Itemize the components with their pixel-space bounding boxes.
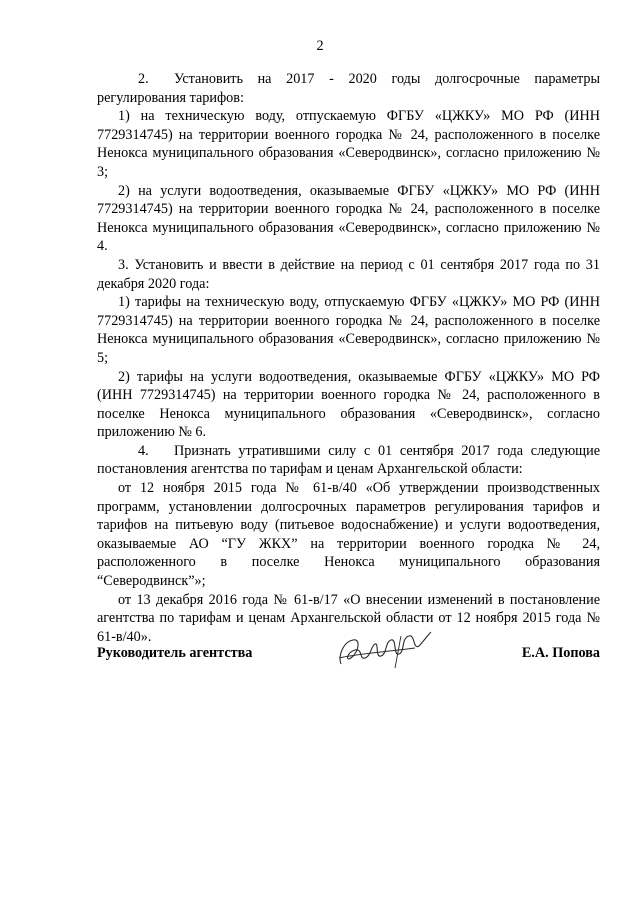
signatory-title: Руководитель агентства bbox=[97, 645, 253, 661]
page-number: 2 bbox=[316, 38, 324, 54]
paragraph-2-item-2: 2) на услуги водоотведения, оказываемые ФГБУ «ЦЖКУ» МО РФ (ИНН 7729314745) на территории военного городка № 24, расположенного в поселке Ненокса муниципального образования «Северодвинск», согласно приложению № 4. bbox=[97, 182, 600, 255]
paragraph-4-number: 4. bbox=[138, 442, 149, 459]
paragraph-2 bbox=[97, 70, 600, 107]
paragraph-4-item-2: от 13 декабря 2016 года № 61-в/17 «О внесении изменений в постановление агентства по тарифам и ценам Архангельской области от 12 ноября 2015 года № 61-в/40». bbox=[97, 591, 600, 645]
paragraph-3-item-1: 1) тарифы на техническую воду, отпускаемую ФГБУ «ЦЖКУ» МО РФ (ИНН 7729314745) на территории военного городка № 24, расположенного в поселке Ненокса муниципального образования «Северодвинск», согласно приложению № 5; bbox=[97, 294, 600, 366]
signatory-name: Е.А. Попова bbox=[521, 645, 600, 661]
paragraph-3: 3. Установить и ввести в действие на период с 01 сентября 2017 года по 31 декабря 2020 года: bbox=[97, 256, 600, 292]
paragraph-3-item-2: 2) тарифы на услуги водоотведения, оказываемые ФГБУ «ЦЖКУ» МО РФ (ИНН 7729314745) на территории военного городка № 24, расположенного в поселке Ненокса муниципального образования «Северодвинск», согласно приложению № 6. bbox=[97, 368, 600, 441]
paragraph-2-item-1: 1) на техническую воду, отпускаемую ФГБУ «ЦЖКУ» МО РФ (ИНН 7729314745) на территории военного городка № 24, расположенного в поселке Ненокса муниципального образования «Северодвинск», согласно приложению № 3; bbox=[97, 108, 600, 180]
document-body bbox=[97, 70, 600, 646]
paragraph-4-item-1: от 12 ноября 2015 года № 61-в/40 «Об утверждении производственных программ, установлении долгосрочных параметров регулирования тарифов и тарифов на питьевую воду (питьевое водоснабжение) и услуги водоотведения, оказываемые АО “ГУ ЖКХ” на территории военного городка № 24, расположенного в поселке Ненокса муниципального образования “Северодвинск”»; bbox=[97, 480, 600, 590]
paragraph-2-number: 2. bbox=[138, 71, 149, 87]
paragraph-4-text: Признать утратившими силу с 01 сентября 2017 года следующие постановления агентства по тарифам и ценам Архангельской области: bbox=[97, 442, 600, 478]
handwritten-signature bbox=[335, 628, 435, 672]
paragraph-2-text: Установить на 2017 - 2020 годы долгосрочные параметры регулирования тарифов: bbox=[97, 71, 600, 106]
paragraph-4 bbox=[97, 442, 600, 479]
